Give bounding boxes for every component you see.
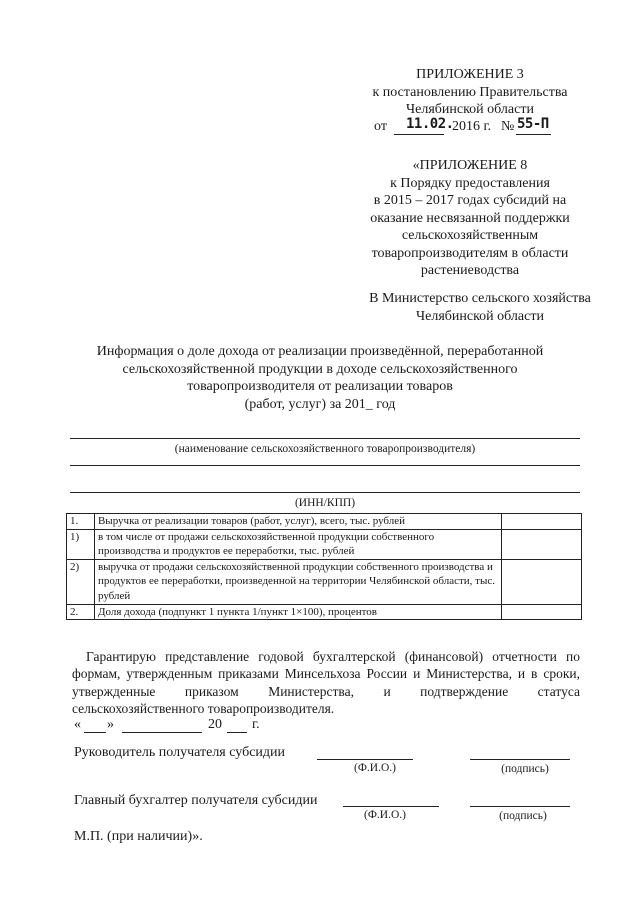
document-title	[60, 343, 580, 413]
appendix-8-title: «ПРИЛОЖЕНИЕ 8	[412, 158, 528, 173]
accountant-sign-caption: (подпись)	[499, 810, 547, 822]
title-line: сельскохозяйственной продукции в доходе сельскохозяйственного	[122, 361, 518, 377]
year-underline[interactable]	[227, 732, 247, 733]
appendix-3-title: ПРИЛОЖЕНИЕ 3	[416, 67, 524, 82]
row-value[interactable]	[502, 529, 582, 559]
row-text: выручка от продажи сельскохозяйственной продукции собственного производства и продуктов ее переработки, произведенной на территории Челябинской области, тыс. рублей	[94, 559, 501, 604]
date-underline	[394, 134, 444, 135]
addressee-line2: Челябинской области	[416, 308, 544, 324]
producer-name-line	[70, 438, 580, 439]
head-fio-caption: (Ф.И.О.)	[354, 762, 396, 774]
row-text: Выручка от реализации товаров (работ, услуг), всего, тыс. рублей	[94, 514, 501, 530]
number-value: 55-П	[517, 116, 549, 132]
date-year: 2016 г.	[452, 119, 492, 134]
inn-line	[70, 492, 580, 493]
appendix-3-line2: к постановлению Правительства	[372, 84, 568, 100]
appendix-8-line: в 2015 – 2017 годах субсидий на	[373, 193, 567, 208]
appendix-8-line: товаропроизводителям в области	[371, 245, 569, 261]
appendix-8-line: к Порядку предоставления	[390, 175, 550, 191]
row-number: 2.	[67, 604, 95, 620]
producer-name-caption: (наименование сельскохозяйственного товаропроизводителя)	[174, 443, 476, 455]
title-line: товаропроизводителя от реализации товаров	[187, 379, 453, 394]
row-text: Доля дохода (подпункт 1 пункта 1/пункт 1×100), процентов	[94, 604, 501, 620]
head-sign-caption: (подпись)	[501, 763, 549, 775]
day-underline[interactable]	[84, 732, 106, 733]
date-value: 11.02.	[406, 116, 454, 132]
row-value[interactable]	[502, 514, 582, 530]
appendix-8-line: оказание несвязанной поддержки	[370, 210, 570, 226]
row-number: 1)	[67, 529, 95, 559]
accountant-fio-line[interactable]	[343, 806, 439, 807]
guarantee-date	[74, 716, 314, 736]
date-suffix: г.	[252, 717, 260, 732]
head-signature-label: Руководитель получателя субсидии	[74, 745, 286, 760]
row-value[interactable]	[502, 559, 582, 604]
accountant-sign-line[interactable]	[470, 806, 570, 807]
addressee-line1: В Министерство сельского хозяйства	[369, 291, 591, 306]
head-fio-line[interactable]	[317, 759, 413, 760]
producer-name-line-2	[70, 465, 580, 466]
number-prefix: №	[501, 119, 515, 134]
appendix-8-line: растениеводства	[420, 263, 520, 278]
revenue-table	[66, 513, 582, 620]
appendix-8-line: сельскохозяйственным	[401, 228, 539, 243]
accountant-signature-label: Главный бухгалтер получателя субсидии	[74, 793, 318, 808]
row-text: в том числе от продажи сельскохозяйственной продукции собственного производства и продуктов ее переработки, тыс. рублей	[94, 529, 501, 559]
title-line: (работ, услуг) за 201_ год	[244, 396, 396, 412]
number-underline	[516, 134, 551, 135]
appendix-3-header	[330, 66, 610, 119]
accountant-fio-caption: (Ф.И.О.)	[364, 809, 406, 821]
table-row	[67, 529, 582, 559]
date-close-quote: »	[107, 717, 114, 732]
resolution-date-line	[374, 118, 614, 138]
date-prefix: от	[374, 119, 387, 134]
table-row	[67, 559, 582, 604]
guarantee-paragraph: Гарантирую представление годовой бухгалтерской (финансовой) отчетности по формам, утвержденным приказами Минсельхоза России и Министерства, и в сроки, утвержденные приказом Министерства, и подтверждение статуса сельскохозяйственного товаропроизводителя.	[72, 649, 580, 717]
table-row	[67, 514, 582, 530]
row-value[interactable]	[502, 604, 582, 620]
table-row	[67, 604, 582, 620]
stamp-note: М.П. (при наличии)».	[74, 829, 203, 844]
date-year-prefix: 20	[208, 717, 222, 732]
inn-caption: (ИНН/КПП)	[294, 497, 356, 509]
month-underline[interactable]	[122, 732, 202, 733]
title-line: Информация о доле дохода от реализации произведённой, переработанной	[96, 344, 544, 359]
row-number: 2)	[67, 559, 95, 604]
head-sign-line[interactable]	[470, 759, 570, 760]
addressee	[330, 290, 630, 325]
row-number: 1.	[67, 514, 95, 530]
date-open-quote: «	[74, 717, 81, 732]
appendix-8-header	[330, 157, 610, 280]
appendix-3-line3: Челябинской области	[406, 102, 534, 117]
